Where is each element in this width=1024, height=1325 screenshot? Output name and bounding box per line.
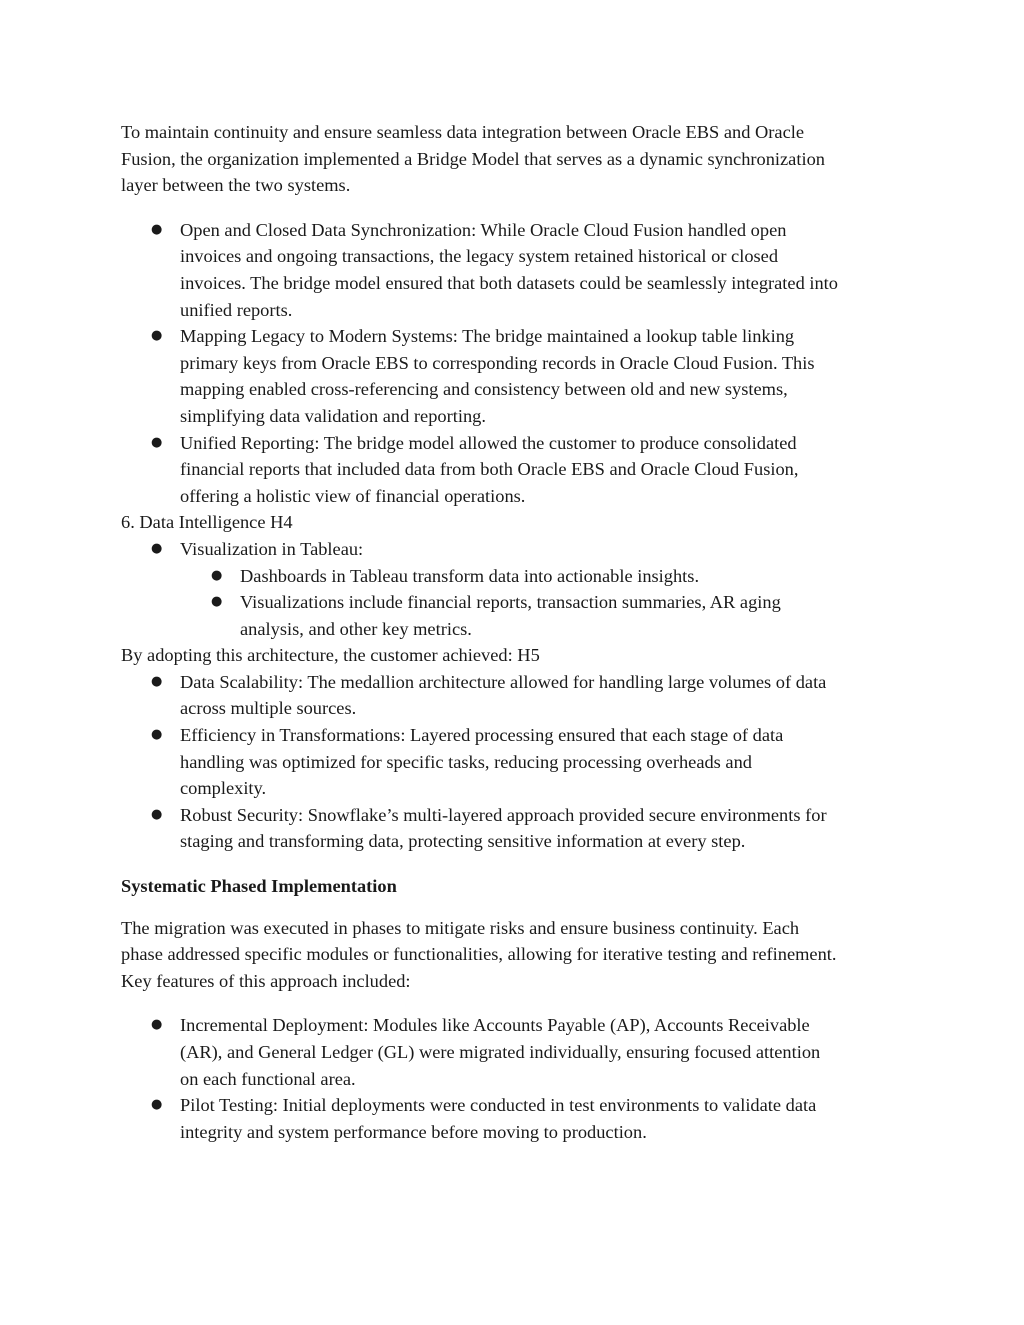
list-item-line: integrity and system performance before moving to production. [180, 1121, 647, 1142]
bullet-icon: ● [151, 434, 163, 450]
list-item-line: complexity. [180, 778, 267, 799]
achieved-heading: By adopting this architecture, the customer achieved: H5 [121, 645, 540, 666]
list-item [121, 217, 906, 323]
list-item-line: Efficiency in Transformations: Layered processing ensured that each stage of data [180, 725, 784, 746]
bullet-icon: ● [151, 1017, 163, 1033]
list-item-line: offering a holistic view of financial operations. [180, 485, 526, 506]
list-item-line: Robust Security: Snowflake’s multi-layered approach provided secure environments for [180, 804, 827, 825]
list-item-line: Data Scalability: The medallion architecture allowed for handling large volumes of data [180, 671, 827, 692]
phased-paragraph [121, 915, 906, 995]
bullet-icon: ● [151, 328, 163, 344]
list-item [121, 323, 906, 429]
document-page [121, 119, 906, 1145]
list-item-line: Unified Reporting: The bridge model allowed the customer to produce consolidated [180, 432, 797, 453]
list-item-line: across multiple sources. [180, 698, 357, 719]
list-item-line: invoices. The bridge model ensured that both datasets could be seamlessly integrated into [180, 272, 838, 293]
list-item-line: unified reports. [180, 299, 293, 320]
list-item-line: (AR), and General Ledger (GL) were migrated individually, ensuring focused attention [180, 1042, 821, 1062]
bullet-icon: ● [211, 567, 223, 583]
list-item-line: Incremental Deployment: Modules like Accounts Payable (AP), Accounts Receivable [180, 1015, 810, 1036]
intro-line: layer between the two systems. [121, 175, 351, 196]
list-item-line: staging and transforming data, protecting sensitive information at every step. [180, 831, 746, 852]
list-item-line: Visualizations include financial reports, transaction summaries, AR aging [240, 592, 781, 613]
bullet-icon: ● [151, 221, 163, 237]
list-item [121, 722, 906, 802]
list-item-line: mapping enabled cross-referencing and consistency between old and new systems, [180, 379, 788, 400]
phased-line: phase addressed specific modules or functionalities, allowing for iterative testing and refinement. [121, 944, 837, 965]
list-item-line: handling was optimized for specific tasks, reducing processing overheads and [180, 751, 752, 772]
tableau-sub-list [180, 563, 906, 643]
bridge-bullet-list [121, 217, 906, 510]
list-item [121, 802, 906, 855]
intro-line: To maintain continuity and ensure seamless data integration between Oracle EBS and Oracle [121, 122, 805, 142]
list-item-line: Mapping Legacy to Modern Systems: The bridge maintained a lookup table linking [180, 326, 795, 347]
list-item-line: financial reports that included data from both Oracle EBS and Oracle Cloud Fusion, [180, 459, 799, 480]
achieved-bullet-list [121, 669, 906, 855]
bullet-icon: ● [151, 673, 163, 689]
phased-bullet-list [121, 1012, 906, 1145]
phased-line: Key features of this approach included: [121, 970, 411, 991]
list-item-line: on each functional area. [180, 1068, 356, 1089]
bullet-icon: ● [151, 1097, 163, 1113]
list-item-line: Visualization in Tableau: [180, 538, 364, 559]
intro-line: Fusion, the organization implemented a Bridge Model that serves as a dynamic synchronization [121, 148, 825, 169]
tableau-bullet-list [121, 536, 906, 563]
list-item-line: analysis, and other key metrics. [240, 618, 472, 639]
list-item [121, 536, 906, 563]
list-item [121, 430, 906, 510]
list-item-line: primary keys from Oracle EBS to corresponding records in Oracle Cloud Fusion. This [180, 352, 815, 373]
list-item-line: Pilot Testing: Initial deployments were conducted in test environments to validate data [180, 1095, 817, 1116]
list-item-line: Dashboards in Tableau transform data into actionable insights. [240, 565, 700, 586]
list-item [121, 1012, 906, 1092]
list-item [180, 563, 906, 590]
list-item [121, 669, 906, 722]
phased-heading: Systematic Phased Implementation [121, 876, 397, 897]
bullet-icon: ● [151, 727, 163, 743]
list-item [180, 589, 906, 642]
phased-line: The migration was executed in phases to mitigate risks and ensure business continuity. Each [121, 917, 800, 938]
section-heading: 6. Data Intelligence H4 [121, 512, 293, 533]
list-item-line: invoices and ongoing transactions, the legacy system retained historical or closed [180, 246, 779, 267]
list-item-line: Open and Closed Data Synchronization: While Oracle Cloud Fusion handled open [180, 219, 787, 240]
intro-paragraph [121, 119, 906, 199]
bullet-icon: ● [151, 540, 163, 556]
bullet-icon: ● [151, 806, 163, 822]
bullet-icon: ● [211, 594, 223, 610]
list-item [121, 1092, 906, 1145]
list-item-line: simplifying data validation and reporting. [180, 405, 486, 426]
